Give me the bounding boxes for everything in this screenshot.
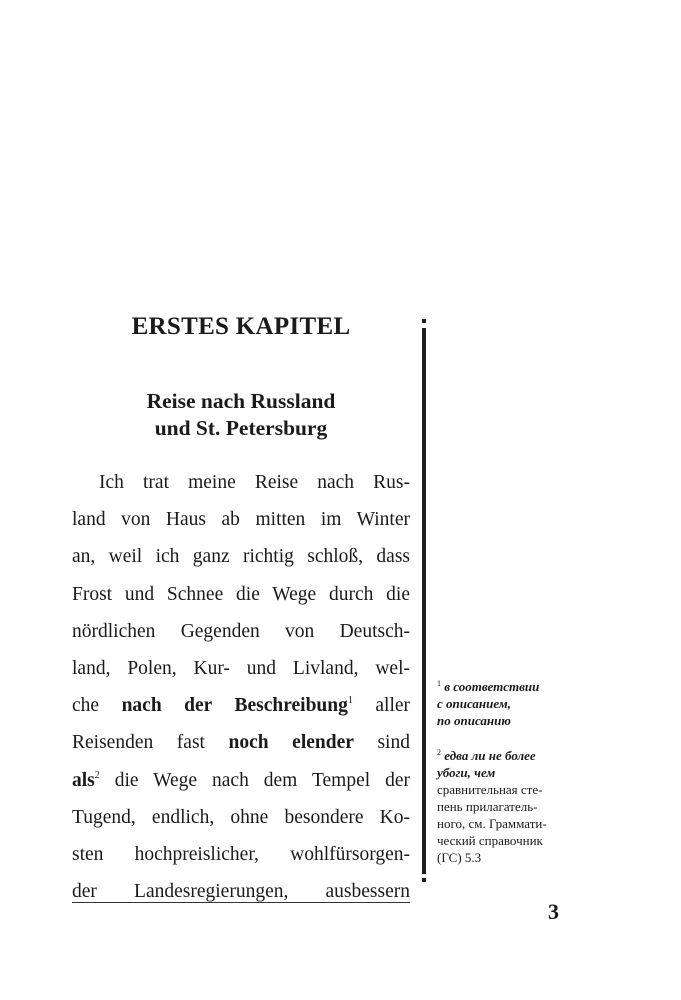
footnote-ref: 1 — [347, 695, 353, 707]
footnote-text: сравнительная сте- — [437, 782, 543, 797]
footnote-text: ного, см. Граммати- — [437, 816, 547, 831]
text: aller — [352, 695, 411, 717]
footnote-text: ческий справочник — [437, 833, 543, 848]
subtitle-line: Reise nach Russland — [146, 389, 336, 413]
text-line — [72, 687, 410, 724]
footnote — [437, 678, 577, 729]
glossed-term: als — [72, 769, 95, 791]
footnote-text: пень прилагатель- — [437, 799, 538, 814]
footnote-number: 2 — [437, 748, 441, 757]
text: che — [72, 695, 122, 717]
text: sind — [353, 732, 410, 754]
subtitle-line: und St. Petersburg — [154, 416, 328, 440]
text-line: der Landesregierungen, ausbessern — [72, 881, 410, 903]
footnote-term: по описанию — [437, 713, 511, 728]
text-line: an, weil ich ganz richtig schloß, dass — [72, 546, 410, 568]
margin-bar-dot — [422, 319, 426, 323]
text: die Wege nach dem Tempel der — [99, 769, 410, 791]
margin-bar-dot — [422, 878, 426, 882]
footnote-number: 1 — [437, 679, 441, 688]
body-text — [72, 464, 410, 910]
text-line: Ich trat meine Reise nach Rus- — [99, 472, 410, 493]
text-line — [72, 724, 410, 761]
footnote-term: едва ли не более — [444, 748, 536, 763]
footnotes — [437, 678, 577, 884]
glossed-term: nach der Beschreibung — [121, 695, 348, 717]
text-line: Tugend, endlich, ohne besondere Ko- — [72, 806, 410, 828]
footnote-term: убоги, чем — [437, 765, 496, 780]
text: Reisenden fast — [72, 732, 229, 754]
text-line: Frost und Schnee die Wege durch die — [72, 583, 410, 605]
text-line: sten hochpreislicher, wohlfürsorgen- — [72, 843, 410, 865]
page-number: 3 — [548, 899, 559, 924]
chapter-subtitle — [72, 388, 410, 442]
footnote-term: в соответствии — [444, 679, 540, 694]
text-line: land, Polen, Kur- und Livland, wel- — [72, 657, 410, 679]
footer-rule — [72, 902, 410, 903]
glossed-term: noch elender — [228, 732, 354, 754]
footnote — [437, 747, 577, 866]
text-line: land von Haus ab mitten im Winter — [72, 509, 410, 531]
footnote-text: (ГС) 5.3 — [437, 850, 482, 865]
footnote-ref: 2 — [94, 769, 100, 781]
text-line — [72, 762, 410, 799]
text-line: nördlichen Gegenden von Deutsch- — [72, 620, 410, 642]
margin-bar — [422, 328, 426, 874]
chapter-title: ERSTES KAPITEL — [131, 313, 351, 340]
footnote-term: с описанием, — [437, 696, 511, 711]
